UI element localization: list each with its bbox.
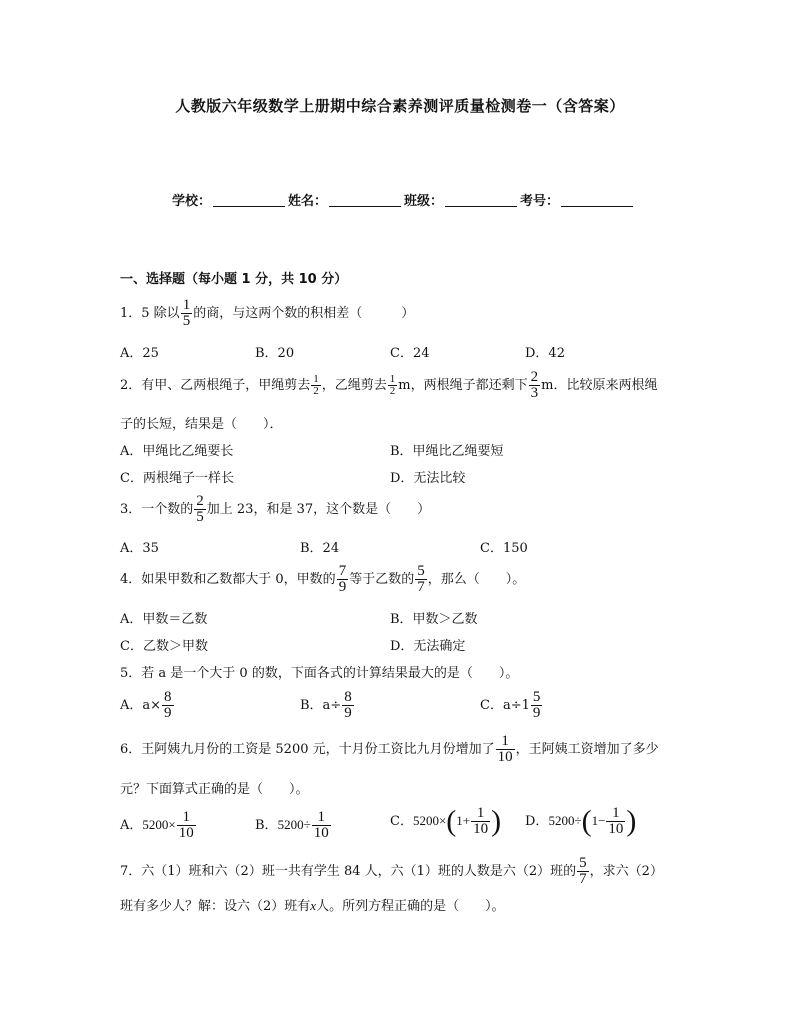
name-label: 姓名： (288, 194, 328, 209)
fraction: $\frac{7}{9}$ (338, 563, 347, 595)
question-4: 4．如果甲数和乙数都大于 0，甲数的 $\frac{7}{9}$ 等于乙数的 $\frac{5}{7}$ ，那么（ ）。 (120, 563, 526, 595)
number-field[interactable] (520, 190, 633, 209)
q2-option-c[interactable]: C．两根绳子一样长 (120, 471, 234, 486)
q6-option-c[interactable]: C．5200×(1+ $\frac{1}{10}$ ) (390, 804, 502, 838)
variable-x: x (310, 898, 317, 913)
question-7-line2: 班有多少人？解：设六（2）班有x人。所列方程正确的是（ ）。 (120, 898, 505, 914)
q4-option-a[interactable]: A．甲数＝乙数 (120, 612, 208, 627)
question-7: 7．六（1）班和六（2）班一共有学生 84 人，六（1）班的人数是六（2）班的 $\frac{5}{7}$ ，求六（2） (120, 855, 663, 887)
fraction: $\frac{5}{7}$ (579, 855, 587, 887)
name-field[interactable] (288, 190, 401, 209)
q2-option-a[interactable]: A．甲绳比乙绳要长 (120, 444, 234, 459)
fraction: $\frac{1}{10}$ (608, 805, 624, 837)
q3-option-a[interactable]: A．35 (120, 541, 159, 556)
q4-option-d[interactable]: D．无法确定 (390, 639, 466, 654)
right-paren: ) (491, 804, 502, 838)
fraction: $\frac{5}{7}$ (417, 563, 425, 595)
fraction: $\frac{1}{5}$ (182, 297, 191, 329)
q5-option-a[interactable]: A．a× $\frac{8}{9}$ (120, 689, 172, 721)
fraction: $\frac{8}{9}$ (344, 689, 352, 721)
page-title: 人教版六年级数学上册期中综合素养测评质量检测卷一（含答案） (175, 97, 625, 115)
left-paren: ( (446, 804, 457, 838)
q1-option-b[interactable]: B．20 (255, 346, 295, 361)
school-field[interactable] (172, 190, 285, 209)
question-1: 1．5 除以 $\frac{1}{5}$ 的商，与这两个数的积相差（ ） (120, 297, 415, 329)
name-blank[interactable] (329, 194, 401, 207)
number-blank[interactable] (561, 194, 633, 207)
right-paren: ) (626, 804, 637, 838)
q5-option-b[interactable]: B．a÷ $\frac{8}{9}$ (300, 689, 352, 721)
q6-option-b[interactable]: B．5200÷ $\frac{1}{10}$ (255, 809, 329, 841)
fraction: $\frac{5}{9}$ (532, 689, 541, 721)
fraction: $\frac{2}{3}$ (530, 369, 539, 401)
fraction: $\frac{1}{10}$ (313, 809, 329, 841)
q3-option-c[interactable]: C．150 (480, 541, 528, 556)
question-6-line2: 元？下面算式正确的是（ ）。 (120, 782, 309, 797)
q3-option-b[interactable]: B．24 (300, 541, 340, 556)
q2-option-b[interactable]: B．甲绳比乙绳要短 (390, 444, 504, 459)
question-6: 6．王阿姨九月份的工资是 5200 元，十月份工资比九月份增加了 $\frac{1}{10}$ ，王阿姨工资增加了多少 (120, 733, 659, 765)
q1-option-a[interactable]: A．25 (120, 346, 159, 361)
question-2-line2: 子的长短，结果是（ ）． (120, 417, 283, 432)
fraction: $\frac{1}{10}$ (473, 805, 489, 837)
fraction: $\frac{2}{5}$ (196, 493, 204, 525)
fraction: $\frac{1}{2}$ (313, 373, 319, 397)
school-label: 学校： (172, 194, 212, 209)
school-blank[interactable] (213, 194, 285, 207)
class-blank[interactable] (445, 194, 517, 207)
fraction: $\frac{1}{10}$ (178, 809, 194, 841)
q4-option-c[interactable]: C．乙数＞甲数 (120, 639, 208, 654)
question-5: 5．若 a 是一个大于 0 的数，下面各式的计算结果最大的是（ ）。 (120, 666, 519, 681)
left-paren: ( (581, 804, 592, 838)
q4-option-b[interactable]: B．甲数＞乙数 (390, 612, 478, 627)
q6-option-a[interactable]: A．5200× $\frac{1}{10}$ (120, 809, 194, 841)
class-field[interactable] (404, 190, 517, 209)
class-label: 班级： (404, 194, 444, 209)
q5-option-c[interactable]: C．a÷1 $\frac{5}{9}$ (480, 689, 541, 721)
fraction: $\frac{1}{2}$ (389, 373, 396, 397)
fraction: $\frac{8}{9}$ (164, 689, 172, 721)
question-3: 3．一个数的 $\frac{2}{5}$ 加上 23，和是 37，这个数是（ ） (120, 493, 431, 525)
q1-option-d[interactable]: D．42 (525, 346, 565, 361)
question-2: 2．有甲、乙两根绳子，甲绳剪去 $\frac{1}{2}$ ，乙绳剪去 $\frac{1}{2}$ m，两根绳子都还剩下 $\frac{2}{3}$ m．比较原来两根绳 (120, 369, 658, 401)
fraction: $\frac{1}{10}$ (497, 733, 513, 765)
q1-option-c[interactable]: C．24 (390, 346, 430, 361)
q6-option-d[interactable]: D．5200÷(1− $\frac{1}{10}$ ) (525, 804, 637, 838)
q2-option-d[interactable]: D．无法比较 (390, 471, 466, 486)
section-heading: 一、选择题（每小题 1 分，共 10 分） (120, 272, 348, 287)
number-label: 考号： (520, 194, 560, 209)
